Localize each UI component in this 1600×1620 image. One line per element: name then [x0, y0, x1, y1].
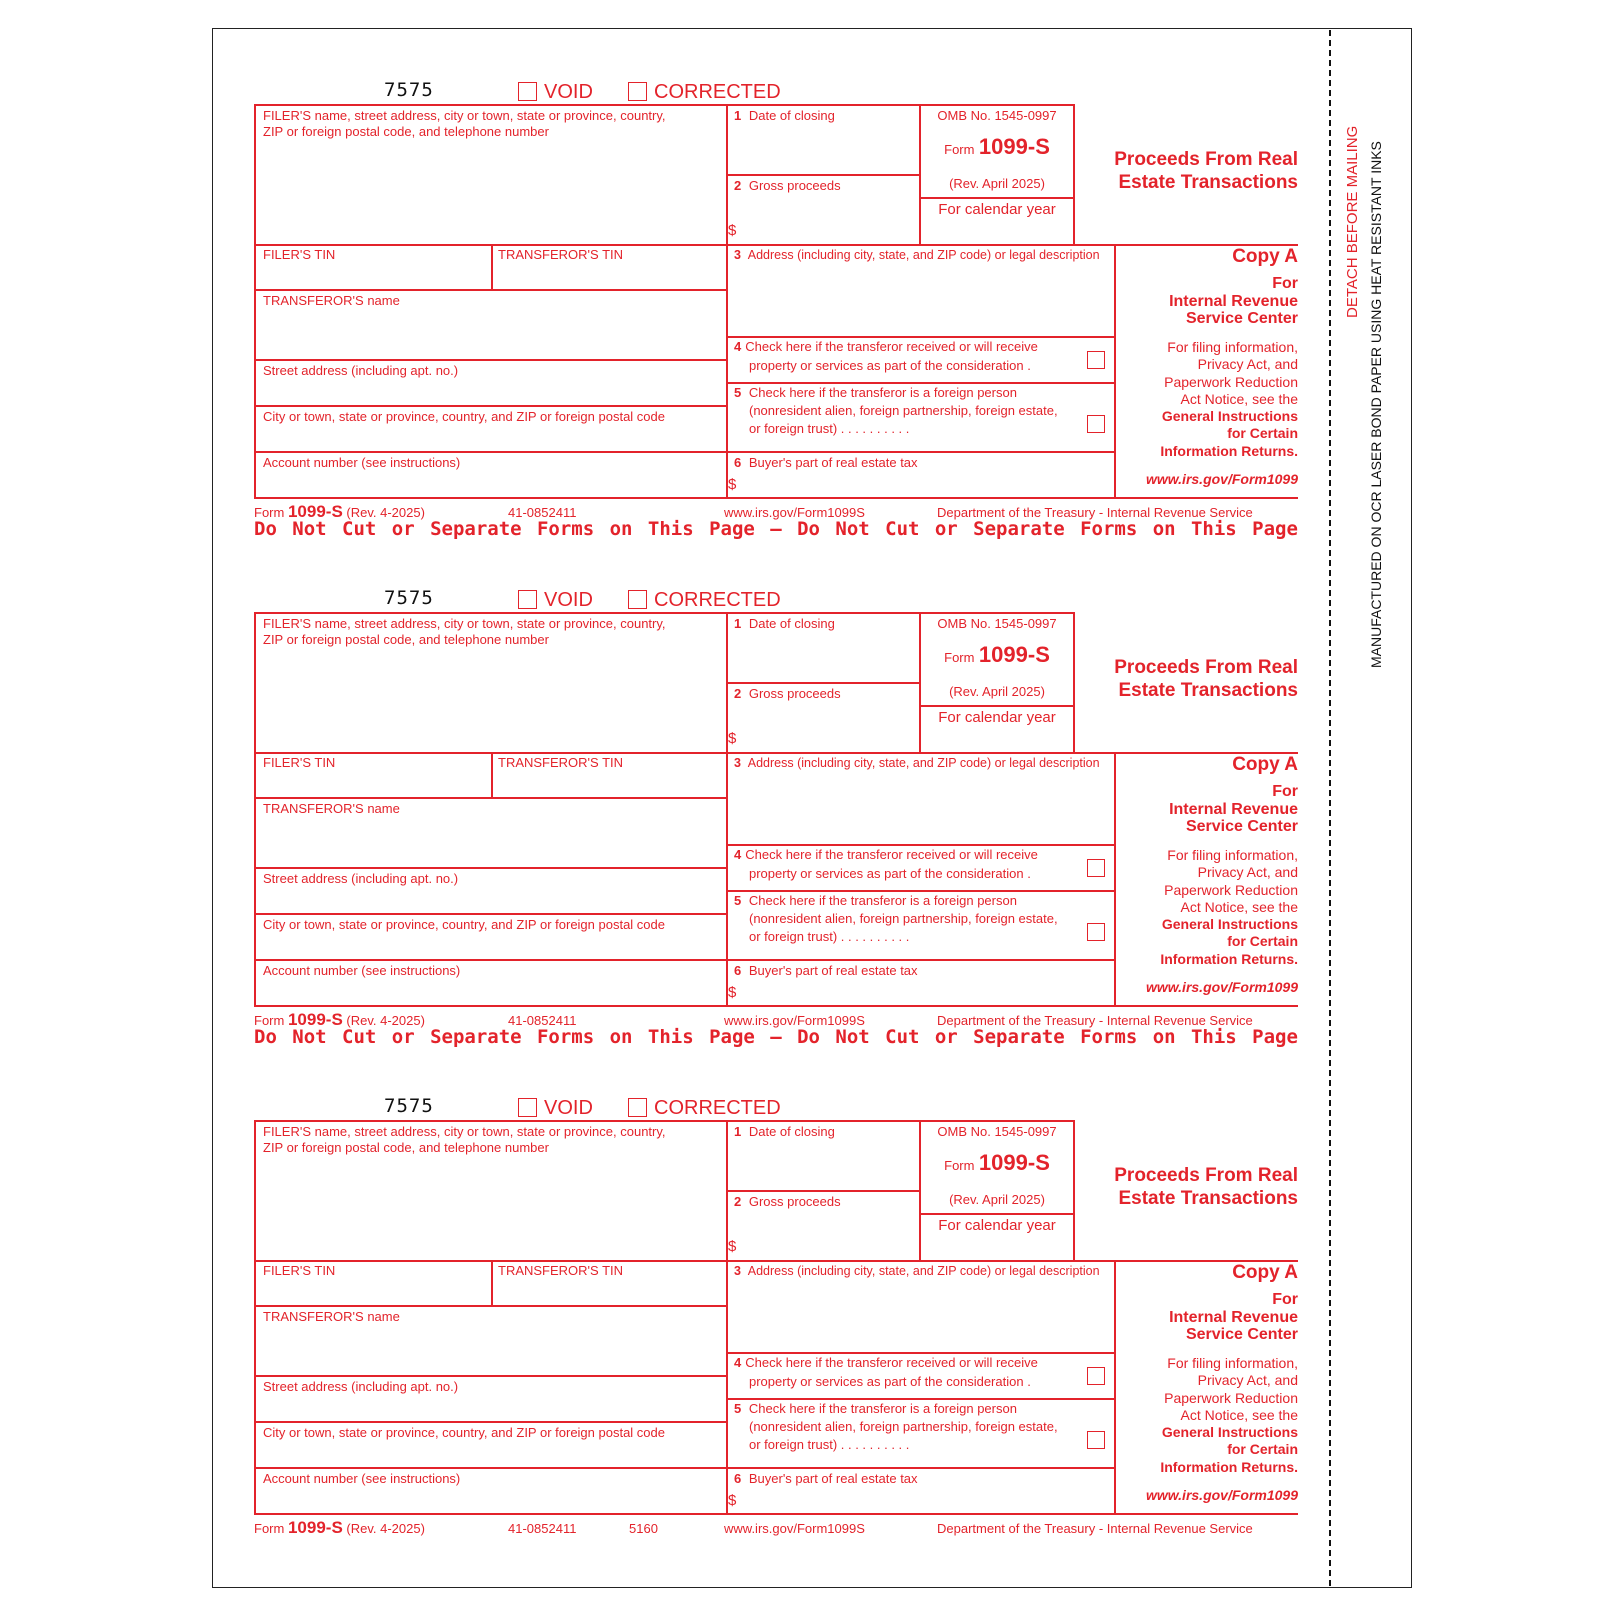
separator-word: This	[1190, 1026, 1237, 1048]
filing-info-notice: For filing information, Privacy Act, and Paperwork Reduction Act Notice, see the General Instructions for Certain Information Returns.	[1160, 339, 1298, 459]
box3-label: 3 Address (including city, state, and ZIP code) or legal description	[734, 248, 1100, 262]
filer-tin-field[interactable]	[256, 264, 490, 288]
filer-name-label-line1: FILER'S name, street address, city or town, state or province, country,	[263, 616, 666, 631]
city-label: City or town, state or province, country, and ZIP or foreign postal code	[263, 409, 665, 424]
city-field[interactable]	[256, 426, 724, 450]
transferor-tin-label: TRANSFEROR'S TIN	[498, 247, 624, 262]
account-number-label: Account number (see instructions)	[263, 1471, 461, 1486]
box5-checkbox[interactable]	[1087, 415, 1105, 433]
filer-tin-field[interactable]	[256, 772, 490, 796]
calendar-year-label: For calendar year	[938, 1217, 1056, 1234]
manufactured-on-text: MANUFACTURED ON OCR LASER BOND PAPER USING HEAT RESISTANT INKS	[1368, 141, 1384, 668]
separator-word: on	[1152, 518, 1176, 540]
buyers-real-estate-tax-field[interactable]	[744, 980, 1112, 1004]
account-number-label: Account number (see instructions)	[263, 963, 461, 978]
separator-word: Page	[709, 518, 755, 540]
box5-checkbox[interactable]	[1087, 923, 1105, 941]
separator-word: Do	[797, 1026, 820, 1048]
filer-tin-label: FILER'S TIN	[263, 1263, 336, 1278]
form-number-top: 7575	[384, 79, 434, 101]
box4-label-line2: property or services as part of the consideration .	[749, 866, 1031, 881]
box6-dollar-sign: $	[728, 1492, 737, 1509]
form-name-block: Form 1099-S	[944, 1150, 1050, 1175]
separator-word: Do	[254, 1026, 277, 1048]
separator-word: —	[770, 518, 782, 540]
footer-form-id: Form 1099-S (Rev. 4-2025)	[254, 1518, 425, 1537]
footer-form-code: 5160	[629, 1521, 658, 1536]
rev-date: (Rev. April 2025)	[949, 1192, 1045, 1207]
transferor-tin-field[interactable]	[494, 772, 724, 796]
filer-name-label-line2: ZIP or foreign postal code, and telephone number	[263, 124, 549, 139]
form-name-block: Form 1099-S	[944, 642, 1050, 667]
box6-dollar-sign: $	[728, 476, 737, 493]
for-irs-label: For Internal Revenue Service Center	[1169, 1291, 1298, 1343]
city-label: City or town, state or province, country, and ZIP or foreign postal code	[263, 917, 665, 932]
box5-label-line3: or foreign trust) . . . . . . . . . .	[749, 929, 910, 944]
box4-checkbox[interactable]	[1087, 351, 1105, 369]
separator-word: Page	[709, 1026, 755, 1048]
separator-word: Do	[797, 518, 820, 540]
street-address-label: Street address (including apt. no.)	[263, 1379, 459, 1394]
box5-label-line2: (nonresident alien, foreign partnership, foreign estate,	[749, 403, 1058, 418]
street-address-field[interactable]	[256, 888, 724, 912]
filer-tin-field[interactable]	[256, 1280, 490, 1304]
box2-dollar-sign: $	[728, 1238, 737, 1255]
transferor-tin-label: TRANSFEROR'S TIN	[498, 1263, 624, 1278]
form-number-top: 7575	[384, 587, 434, 609]
do-not-cut-separator-1	[254, 518, 1298, 540]
copy-a-label: Copy A	[1232, 246, 1298, 267]
date-of-closing-field[interactable]	[728, 1142, 918, 1188]
footer-form-id: Form 1099-S (Rev. 4-2025)	[254, 1010, 425, 1029]
filing-info-notice: For filing information, Privacy Act, and Paperwork Reduction Act Notice, see the General Instructions for Certain Information Returns.	[1160, 847, 1298, 967]
form-title: Proceeds From Real Estate Transactions	[1114, 149, 1298, 193]
calendar-year-label: For calendar year	[938, 201, 1056, 218]
separator-word: Not	[292, 518, 327, 540]
form-title: Proceeds From Real Estate Transactions	[1114, 1165, 1298, 1209]
transferor-tin-field[interactable]	[494, 1280, 724, 1304]
transferor-name-label: TRANSFEROR'S name	[263, 293, 400, 308]
separator-word: This	[1190, 518, 1237, 540]
footer-cat-number: 41-0852411	[508, 1521, 577, 1536]
separator-word: Cut	[885, 518, 920, 540]
date-of-closing-field[interactable]	[728, 634, 918, 680]
address-legal-description-field[interactable]	[728, 774, 1112, 842]
box4-checkbox[interactable]	[1087, 859, 1105, 877]
city-label: City or town, state or province, country, and ZIP or foreign postal code	[263, 1425, 665, 1440]
box6-dollar-sign: $	[728, 984, 737, 1001]
transferor-name-field[interactable]	[256, 310, 724, 357]
separator-word: Separate	[430, 1026, 522, 1048]
separator-word: Cut	[342, 518, 377, 540]
void-checkbox[interactable]	[518, 1098, 537, 1117]
box1-label: 1 Date of closing	[734, 108, 835, 123]
separator-word: Separate	[973, 1026, 1065, 1048]
box1-label: 1 Date of closing	[734, 616, 835, 631]
omb-number: OMB No. 1545-0997	[937, 616, 1057, 631]
account-number-label: Account number (see instructions)	[263, 455, 461, 470]
box3-label: 3 Address (including city, state, and ZIP code) or legal description	[734, 1264, 1100, 1278]
form-number-top: 7575	[384, 1095, 434, 1117]
rev-date: (Rev. April 2025)	[949, 176, 1045, 191]
buyers-real-estate-tax-field[interactable]	[744, 472, 1112, 496]
separator-word: Page	[1252, 518, 1298, 540]
box4-label-line2: property or services as part of the consideration .	[749, 1374, 1031, 1389]
street-address-label: Street address (including apt. no.)	[263, 363, 459, 378]
form-1099s-copy-3	[254, 1095, 1298, 1620]
separator-word: on	[1152, 1026, 1176, 1048]
void-checkbox[interactable]	[518, 82, 537, 101]
filer-name-label-line1: FILER'S name, street address, city or town, state or province, country,	[263, 1124, 666, 1139]
box5-label-line2: (nonresident alien, foreign partnership, foreign estate,	[749, 911, 1058, 926]
footer-department: Department of the Treasury - Internal Revenue Service	[937, 505, 1253, 520]
separator-word: Not	[835, 1026, 870, 1048]
footer-cat-number: 41-0852411	[508, 505, 577, 520]
gross-proceeds-field[interactable]	[744, 1212, 918, 1258]
filer-tin-label: FILER'S TIN	[263, 755, 336, 770]
separator-word: Forms	[536, 1026, 595, 1048]
footer-department: Department of the Treasury - Internal Revenue Service	[937, 1013, 1253, 1028]
box3-label: 3 Address (including city, state, and ZIP code) or legal description	[734, 756, 1100, 770]
copy-a-label: Copy A	[1232, 1262, 1298, 1283]
gross-proceeds-field[interactable]	[744, 196, 918, 242]
box6-label: 6 Buyer's part of real estate tax	[734, 963, 918, 978]
box2-label: 2 Gross proceeds	[734, 1194, 841, 1209]
corrected-checkbox[interactable]	[628, 590, 647, 609]
filer-name-field[interactable]	[256, 1158, 724, 1258]
box6-label: 6 Buyer's part of real estate tax	[734, 455, 918, 470]
for-irs-label: For Internal Revenue Service Center	[1169, 783, 1298, 835]
box5-label-line1: 5 Check here if the transferor is a foreign person	[734, 1401, 1017, 1416]
box6-label: 6 Buyer's part of real estate tax	[734, 1471, 918, 1486]
filer-name-label-line2: ZIP or foreign postal code, and telephone number	[263, 1140, 549, 1155]
gross-proceeds-field[interactable]	[744, 704, 918, 750]
void-label: VOID	[544, 589, 593, 611]
transferor-name-label: TRANSFEROR'S name	[263, 1309, 400, 1324]
separator-word: or	[391, 518, 415, 540]
void-label: VOID	[544, 81, 593, 103]
form-title: Proceeds From Real Estate Transactions	[1114, 657, 1298, 701]
copy-a-label: Copy A	[1232, 754, 1298, 775]
detach-dashed-line	[1329, 30, 1331, 1586]
separator-word: Page	[1252, 1026, 1298, 1048]
filing-info-notice: For filing information, Privacy Act, and Paperwork Reduction Act Notice, see the General Instructions for Certain Information Returns.	[1160, 1355, 1298, 1475]
separator-word: Separate	[973, 518, 1065, 540]
city-field[interactable]	[256, 934, 724, 958]
separator-word: This	[647, 1026, 694, 1048]
box4-label-line2: property or services as part of the consideration .	[749, 358, 1031, 373]
box4-checkbox[interactable]	[1087, 1367, 1105, 1385]
void-checkbox[interactable]	[518, 590, 537, 609]
separator-word: Not	[835, 518, 870, 540]
footer-department: Department of the Treasury - Internal Revenue Service	[937, 1521, 1253, 1536]
box2-dollar-sign: $	[728, 730, 737, 747]
box1-label: 1 Date of closing	[734, 1124, 835, 1139]
separator-word: Not	[292, 1026, 327, 1048]
separator-word: or	[934, 1026, 958, 1048]
separator-word: Do	[254, 518, 277, 540]
filer-name-field[interactable]	[256, 142, 724, 242]
footer-cat-number: 41-0852411	[508, 1013, 577, 1028]
city-field[interactable]	[256, 1442, 724, 1466]
box5-checkbox[interactable]	[1087, 1431, 1105, 1449]
box4-label-line1: 4 Check here if the transferor received or will receive	[734, 847, 1038, 862]
separator-word: —	[770, 1026, 782, 1048]
info-url[interactable]: www.irs.gov/Form1099	[1146, 979, 1298, 995]
box2-dollar-sign: $	[728, 222, 737, 239]
account-number-field[interactable]	[256, 1488, 724, 1512]
calendar-year-label: For calendar year	[938, 709, 1056, 726]
date-of-closing-field[interactable]	[728, 126, 918, 172]
box2-label: 2 Gross proceeds	[734, 686, 841, 701]
transferor-name-field[interactable]	[256, 818, 724, 865]
footer-url[interactable]: www.irs.gov/Form1099S	[724, 1521, 865, 1536]
filer-name-label-line2: ZIP or foreign postal code, and telephone number	[263, 632, 549, 647]
filer-tin-label: FILER'S TIN	[263, 247, 336, 262]
detach-before-mailing-text: DETACH BEFORE MAILING	[1344, 125, 1361, 318]
street-address-field[interactable]	[256, 380, 724, 404]
separator-word: Cut	[885, 1026, 920, 1048]
account-number-field[interactable]	[256, 980, 724, 1004]
footer-url[interactable]: www.irs.gov/Form1099S	[724, 505, 865, 520]
account-number-field[interactable]	[256, 472, 724, 496]
box4-label-line1: 4 Check here if the transferor received or will receive	[734, 339, 1038, 354]
box5-label-line1: 5 Check here if the transferor is a foreign person	[734, 893, 1017, 908]
address-legal-description-field[interactable]	[728, 1282, 1112, 1350]
corrected-checkbox[interactable]	[628, 1098, 647, 1117]
street-address-label: Street address (including apt. no.)	[263, 871, 459, 886]
corrected-label: CORRECTED	[654, 81, 781, 103]
corrected-label: CORRECTED	[654, 1097, 781, 1119]
box5-label-line1: 5 Check here if the transferor is a foreign person	[734, 385, 1017, 400]
transferor-tin-label: TRANSFEROR'S TIN	[498, 755, 624, 770]
separator-word: or	[934, 518, 958, 540]
void-label: VOID	[544, 1097, 593, 1119]
corrected-label: CORRECTED	[654, 589, 781, 611]
box4-label-line1: 4 Check here if the transferor received or will receive	[734, 1355, 1038, 1370]
rev-date: (Rev. April 2025)	[949, 684, 1045, 699]
separator-word: on	[609, 1026, 633, 1048]
box2-label: 2 Gross proceeds	[734, 178, 841, 193]
separator-word: on	[609, 518, 633, 540]
separator-word: Forms	[1080, 518, 1138, 540]
for-irs-label: For Internal Revenue Service Center	[1169, 275, 1298, 327]
omb-number: OMB No. 1545-0997	[937, 108, 1057, 123]
transferor-name-label: TRANSFEROR'S name	[263, 801, 400, 816]
do-not-cut-separator-2	[254, 1026, 1298, 1048]
box5-label-line3: or foreign trust) . . . . . . . . . .	[749, 421, 910, 436]
street-address-field[interactable]	[256, 1396, 724, 1420]
separator-word: This	[647, 518, 694, 540]
address-legal-description-field[interactable]	[728, 266, 1112, 334]
omb-number: OMB No. 1545-0997	[937, 1124, 1057, 1139]
footer-form-id: Form 1099-S (Rev. 4-2025)	[254, 502, 425, 521]
form-name-block: Form 1099-S	[944, 134, 1050, 159]
separator-word: Cut	[342, 1026, 377, 1048]
box5-label-line2: (nonresident alien, foreign partnership, foreign estate,	[749, 1419, 1058, 1434]
corrected-checkbox[interactable]	[628, 82, 647, 101]
separator-word: or	[391, 1026, 415, 1048]
buyers-real-estate-tax-field[interactable]	[744, 1488, 1112, 1512]
transferor-tin-field[interactable]	[494, 264, 724, 288]
transferor-name-field[interactable]	[256, 1326, 724, 1373]
separator-word: Forms	[536, 518, 595, 540]
info-url[interactable]: www.irs.gov/Form1099	[1146, 1487, 1298, 1503]
separator-word: Forms	[1080, 1026, 1138, 1048]
separator-word: Separate	[430, 518, 522, 540]
filer-name-label-line1: FILER'S name, street address, city or town, state or province, country,	[263, 108, 666, 123]
info-url[interactable]: www.irs.gov/Form1099	[1146, 471, 1298, 487]
filer-name-field[interactable]	[256, 650, 724, 750]
footer-url[interactable]: www.irs.gov/Form1099S	[724, 1013, 865, 1028]
box5-label-line3: or foreign trust) . . . . . . . . . .	[749, 1437, 910, 1452]
